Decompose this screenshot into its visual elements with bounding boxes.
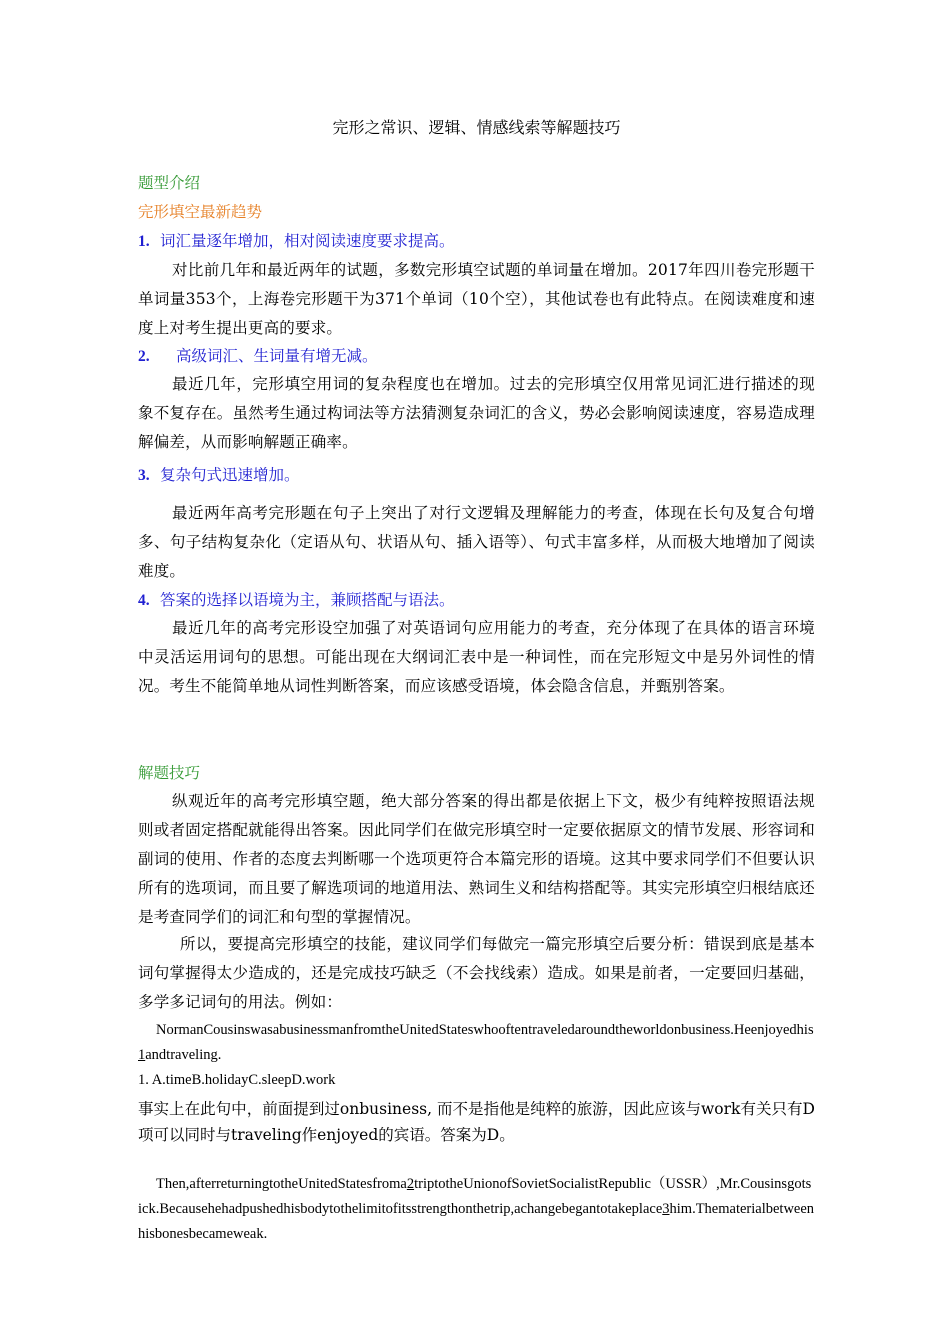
point-heading-1 — [138, 229, 455, 254]
passage-text: him.Thematerialbetweenhisbonesbecameweak. — [138, 1201, 815, 1242]
skills-paragraph-1: 纵观近年的高考完形填空题，绝大部分答案的得出都是依据上下文，极少有纯粹按照语法规则或者固定搭配就能得出答案。因此同学们在做完形填空时一定要依据原文的情节发展、形容词和副词的使用、作者的态度去判断哪一个选项更符合本篇完形的语境。这其中要求同学们不但要认识所有的选项词，而且要了解选项词的地道用法、熟词生义和结构搭配等。其实完形填空归根结底还是考查同学们的词汇和句型的掌握情况。 — [138, 792, 815, 926]
example-options-1: 1. A.timeB.holidayC.sleepD.work — [138, 1072, 336, 1088]
example-explanation-1: 事实上在此句中，前面提到过onbusiness, 而不是指他是纯粹的旅游，因此应该与work有关只有D项可以同时与traveling作enjoyed的宾语。答案为D。 — [138, 1100, 815, 1144]
point-heading-3 — [138, 463, 300, 488]
example-passage-2 — [138, 1172, 815, 1247]
point-heading-text: 高级词汇、生词量有增无减。 — [176, 347, 378, 365]
point-number: 4. — [138, 592, 150, 609]
point-body-4: 最近几年的高考完形设空加强了对英语词句应用能力的考查，充分体现了在具体的语言环境中灵活运用词句的思想。可能出现在大纲词汇表中是一种词性，而在完形短文中是另外词性的情况。考生不能简单地从词性判断答案，而应该感受语境，体会隐含信息，并甄别答案。 — [138, 619, 815, 695]
example-passage-1 — [138, 1018, 815, 1068]
point-number: 1. — [138, 233, 150, 250]
section-heading-intro: 题型介绍 — [138, 174, 201, 192]
point-heading-text: 答案的选择以语境为主，兼顾搭配与语法。 — [160, 591, 455, 609]
point-number: 3. — [138, 467, 150, 484]
point-body-3: 最近两年高考完形题在句子上突出了对行文逻辑及理解能力的考查，体现在长句及复合句增多、句子结构复杂化（定语从句、状语从句、插入语等）、句式丰富多样，从而极大地增加了阅读难度。 — [138, 504, 815, 580]
section-heading-trend: 完形填空最新趋势 — [138, 203, 263, 221]
passage-text: NormanCousinswasabusinessmanfromtheUnitedStateswhooftentraveledaroundtheworldonbusiness.Heenjoyedhis — [156, 1022, 814, 1038]
page-title: 完形之常识、逻辑、情感线索等解题技巧 — [332, 118, 621, 137]
point-heading-2 — [138, 344, 378, 369]
point-heading-text: 词汇量逐年增加，相对阅读速度要求提高。 — [160, 232, 455, 250]
passage-text: triptotheUnionofSovietSocialistRepublic（USSR）,Mr.Cousinsgotsick.Becausehehadpushedhisbodytothelimitofitsstrengthonthetrip,achangebegantotakeplace — [138, 1176, 812, 1217]
blank-marker: 3 — [662, 1201, 670, 1217]
blank-marker: 1 — [138, 1047, 146, 1063]
point-heading-4 — [138, 588, 455, 613]
blank-marker: 2 — [406, 1176, 415, 1192]
point-body-2: 最近几年，完形填空用词的复杂程度也在增加。过去的完形填空仅用常见词汇进行描述的现象不复存在。虽然考生通过构词法等方法猜测复杂词汇的含义，势必会影响阅读速度，容易造成理解偏差，从而影响解题正确率。 — [138, 375, 815, 451]
skills-paragraph-2: 所以，要提高完形填空的技能，建议同学们每做完一篇完形填空后要分析：错误到底是基本词句掌握得太少造成的，还是完成技巧缺乏（不会找线索）造成。如果是前者，一定要回归基础，多学多记词句的用法。例如： — [138, 935, 815, 1011]
point-heading-text: 复杂句式迅速增加。 — [160, 466, 300, 484]
passage-text: andtraveling. — [145, 1047, 222, 1063]
point-body-1: 对比前几年和最近两年的试题，多数完形填空试题的单词量在增加。2017年四川卷完形题干单词量353个，上海卷完形题干为371个单词（10个空），其他试卷也有此特点。在阅读难度和速度上对考生提出更高的要求。 — [138, 261, 815, 337]
section-heading-skills: 解题技巧 — [138, 764, 201, 782]
point-number: 2. — [138, 348, 150, 365]
passage-text: Then,afterreturningtotheUnitedStatesfroma — [156, 1176, 407, 1192]
